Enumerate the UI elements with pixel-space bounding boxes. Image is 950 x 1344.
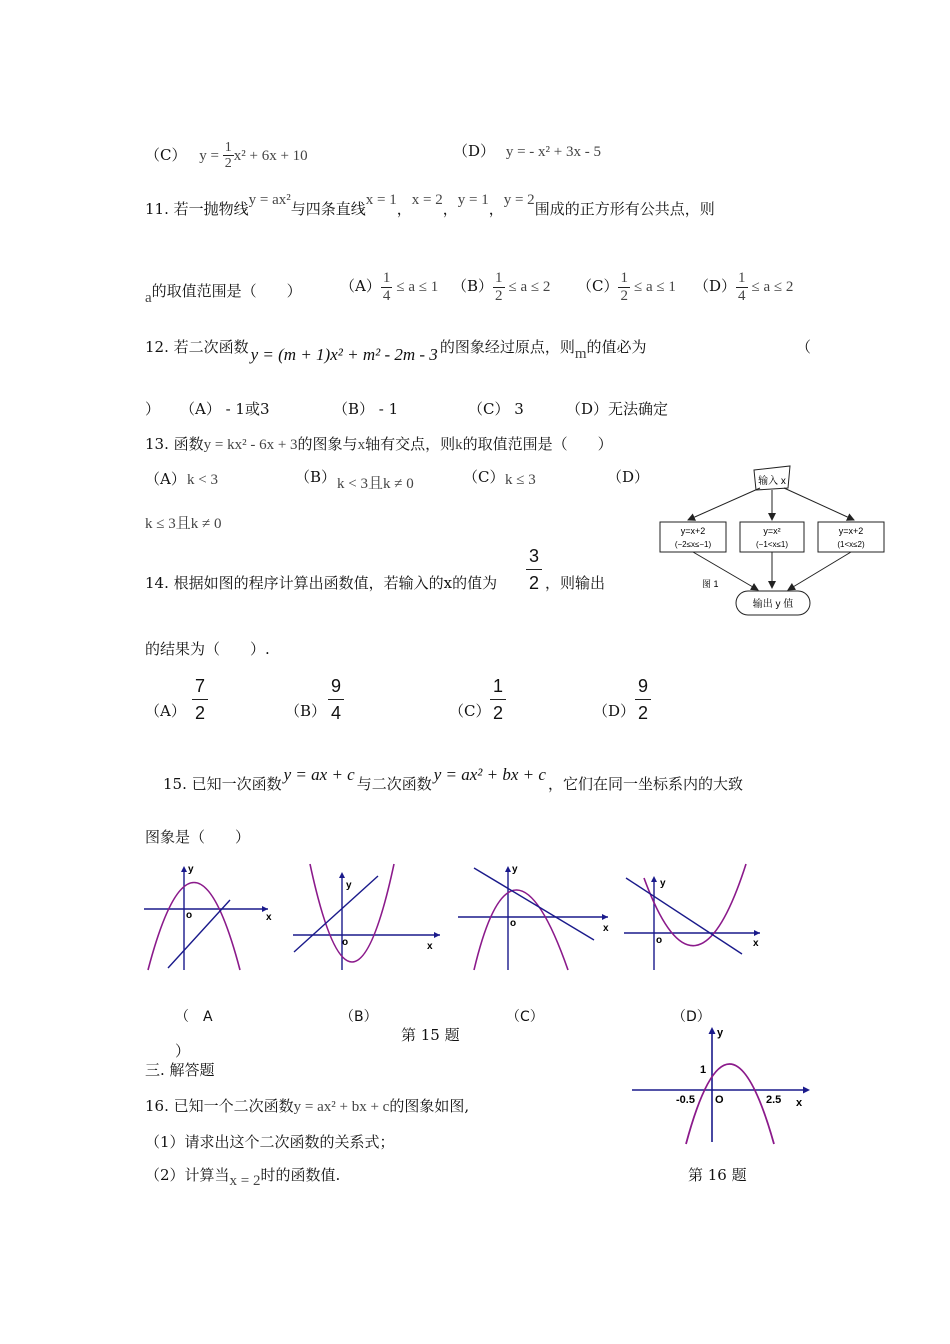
q12-stem: 12. 若二次函数 y = (m + 1)x² + m² - 2m - 3 的图象经过原点，则m的值必为 [145, 338, 647, 364]
flowchart-figure-label: 图 1 [702, 579, 719, 589]
q13-option-c-label: （C） [463, 468, 505, 486]
q16-y-label: y [717, 1027, 724, 1039]
flowchart-box-3-range: (1<x≤2) [837, 540, 865, 549]
flowchart-box-2-formula: y=x² [763, 526, 781, 536]
q14-option-b-label: （B） [285, 702, 327, 720]
q16-stem: 16. 已知一个二次函数y = ax² + bx + c的图象如图, [145, 1097, 470, 1115]
q13-option-c: k ≤ 3 [505, 472, 536, 488]
q16-part1: （1）请求出这个二次函数的关系式； [145, 1133, 395, 1151]
q16-graph [628, 1022, 818, 1146]
q13-option-b-label: （B） [295, 468, 337, 486]
q14-option-c-label: （C） [449, 702, 491, 720]
q14-option-c: 1 2 [490, 676, 506, 724]
q16-origin: O [715, 1094, 724, 1106]
q13-option-b: k < 3且k ≠ 0 [337, 476, 414, 492]
q13-option-a: k < 3 [187, 472, 218, 488]
q16-tick-pos: 2.5 [766, 1094, 782, 1106]
q15-graph-c-label: （C） [506, 1009, 544, 1025]
q15-line2: 图象是（ ） [145, 828, 251, 846]
q15-graphs [140, 860, 780, 980]
q15-graph-b-label: （B） [340, 1009, 378, 1025]
q15-d-x-label: x [753, 938, 759, 949]
q15-graph-b [293, 864, 440, 970]
q11-option-a: （A） $\frac{1}{4}$ ≤ a ≤ 1 [340, 270, 439, 304]
q14-line2: 的结果为（ ）. [145, 640, 270, 658]
flowchart-figure [640, 460, 890, 630]
q11-option-b: （B） $\frac{1}{2}$ ≤ a ≤ 2 [452, 270, 551, 304]
q15-a-y-label: y [188, 864, 194, 875]
q14-option-b: 9 4 [328, 676, 344, 724]
q15-d-y-label: y [660, 878, 666, 889]
flowchart-input-text: 输入 x [758, 476, 786, 487]
q14-option-a: 7 2 [192, 676, 208, 724]
q15-graph-c [458, 864, 609, 970]
q15-d-origin: o [656, 935, 663, 946]
flowchart-output-text: 输出 y 值 [752, 599, 794, 610]
q13-option-d: k ≤ 3且k ≠ 0 [145, 516, 222, 532]
q15-b-x-label: x [427, 941, 433, 952]
q14-option-a-label: （A） [145, 702, 186, 720]
q13-option-d-label: （D） [607, 468, 650, 486]
q12-option-b: （B） - 1 [333, 400, 399, 418]
q13-option-a-label: （A） [145, 470, 186, 488]
flowchart-box-2-range: (−1<x≤1) [756, 540, 788, 549]
q14-input-fraction: 3 2 [526, 546, 542, 594]
q10-option-c: （C） y = $\frac{1}{2}$ x² + 6x + 10 [145, 140, 308, 172]
q15-a-x-label: x [266, 912, 272, 923]
q16-tick-1: 1 [700, 1064, 707, 1076]
q15-graph-a [144, 864, 272, 970]
flowchart-box-1-range: (−2≤x≤−1) [674, 540, 712, 549]
flowchart-box-3-formula: y=x+2 [838, 526, 864, 536]
q10-option-d: （D） y = - x² + 3x - 5 [453, 142, 601, 160]
q14-stem: 14. 根据如图的程序计算出函数值，若输入的x的值为 [145, 574, 498, 592]
q12-option-a: （A） - 1或3 [180, 400, 270, 418]
q15-c-origin: o [510, 918, 517, 929]
q11-stem: 11. 若一抛物线y = ax²与四条直线x = 1，x = 2，y = 1，y = 2围成的正方形有公共点，则 [145, 192, 715, 218]
q12-option-c: （C） 3 [468, 400, 524, 418]
q15-c-x-label: x [603, 923, 609, 934]
q12-option-d: （D）无法确定 [566, 400, 669, 418]
q15-b-origin: o [342, 937, 349, 948]
q15-a-origin: o [186, 910, 193, 921]
q15-graph-a-close-paren: ） [175, 1042, 191, 1060]
q11-option-d: （D） $\frac{1}{4}$ ≤ a ≤ 2 [694, 270, 794, 304]
q11-option-c: （C） $\frac{1}{2}$ ≤ a ≤ 1 [577, 270, 676, 304]
q12-paren-open: （ [796, 338, 812, 356]
q15-b-y-label: y [346, 880, 352, 891]
q16-x-label: x [796, 1097, 803, 1109]
q16-tick-neg: -0.5 [676, 1094, 695, 1106]
q15-c-y-label: y [512, 864, 518, 875]
q12-paren-close: ） [145, 400, 161, 418]
q15-graph-d [624, 864, 760, 970]
q15-graph-a-label: （ A [175, 1009, 213, 1025]
q15-graph-d-label: （D） [672, 1009, 711, 1025]
q16-caption: 第 16 题 [688, 1166, 747, 1184]
q13-stem: 13. 函数y = kx² - 6x + 3的图象与x轴有交点，则k的取值范围是（ ） [145, 435, 613, 453]
q11-line2: a的取值范围是（ ） [145, 282, 302, 306]
q15-stem: 15. 已知一次函数 y = ax + c 与二次函数 y = ax² + bx + c ，它们在同一坐标系内的大致 [163, 765, 743, 793]
q14-option-d: 9 2 [635, 676, 651, 724]
q16-part2: （2）计算当x = 2时的函数值. [145, 1166, 341, 1189]
section-3-heading: 三. 解答题 [145, 1061, 215, 1079]
flowchart-box-1-formula: y=x+2 [680, 526, 706, 536]
q14-option-d-label: （D） [593, 702, 636, 720]
q15-caption: 第 15 题 [401, 1026, 460, 1044]
q14-stem-tail: ，则输出 [545, 574, 606, 592]
